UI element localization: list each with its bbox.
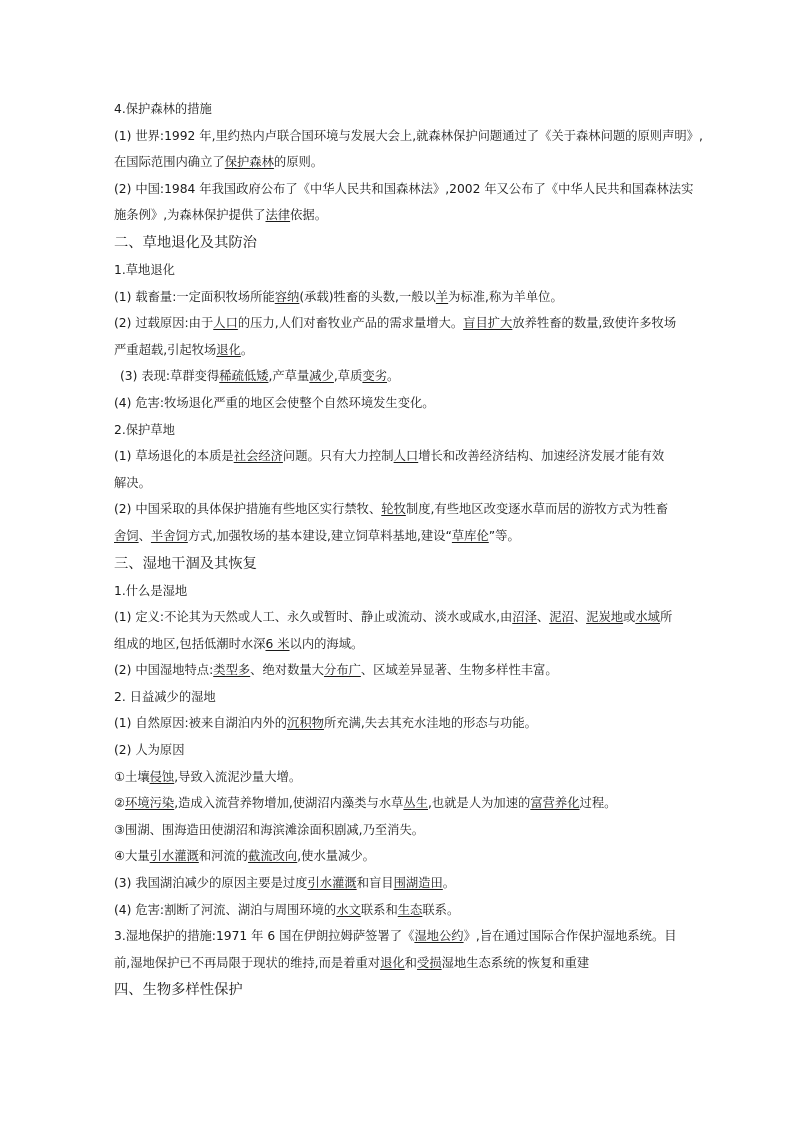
- text-run: 和河流的: [198, 849, 249, 864]
- underlined-keyword: 截流改向: [248, 849, 298, 864]
- text-run: 二、草地退化及其防治: [114, 234, 257, 251]
- text-run: 解决。: [114, 475, 151, 490]
- text-line: [114, 923, 684, 950]
- text-run: 1.草地退化: [114, 262, 175, 277]
- text-run: 施条例》,为森林保护提供了: [114, 208, 266, 223]
- text-line: [114, 631, 684, 658]
- text-line: [114, 363, 684, 390]
- text-line: [114, 202, 684, 229]
- underlined-keyword: 舍饲: [114, 528, 139, 543]
- underlined-keyword: 羊: [435, 289, 449, 304]
- text-run: 制度,有些地区改变逐水草而居的游牧方式为牲畜: [405, 502, 669, 517]
- text-run: 。: [240, 342, 254, 357]
- underlined-keyword: 稀疏低矮: [219, 369, 269, 384]
- text-run: 四、生物多样性保护: [114, 982, 243, 999]
- underlined-keyword: 引水灌溉: [307, 876, 357, 891]
- text-run: (4) 危害:牧场退化严重的地区会使整个自然环境发生变化。: [114, 395, 435, 410]
- text-line: [114, 149, 684, 176]
- text-run: 湿地生态系统的恢复和重建: [441, 955, 590, 970]
- text-run: (2) 中国湿地特点:: [114, 663, 214, 678]
- text-line: [114, 710, 684, 737]
- text-line: [114, 176, 694, 203]
- text-run: 所: [659, 610, 673, 625]
- text-run: 、绝对数量大: [250, 663, 324, 678]
- text-line: [114, 310, 684, 337]
- section-heading: [114, 550, 684, 578]
- document-body: [114, 96, 703, 1004]
- underlined-keyword: 分布广: [323, 663, 361, 678]
- text-run: 严重超载,引起牧场: [114, 342, 217, 357]
- text-line: [114, 523, 684, 550]
- underlined-keyword: 围湖造田: [393, 876, 443, 891]
- underlined-keyword: 退化: [380, 955, 405, 970]
- underlined-keyword: 泥沼: [549, 610, 574, 625]
- text-run: ,草质: [333, 369, 363, 384]
- text-run: 联系和: [360, 902, 398, 917]
- text-run: ④大量: [114, 849, 150, 864]
- text-line: [114, 123, 703, 150]
- text-run: (1) 自然原因:被来自湖泊内外的: [114, 716, 288, 731]
- text-line: [114, 496, 684, 523]
- text-line: [114, 897, 684, 924]
- underlined-keyword: 变劣: [362, 369, 388, 384]
- text-run: (2) 过载原因:由于: [114, 316, 214, 331]
- text-run: 》,旨在通过国际合作保护湿地系统。目: [463, 929, 677, 944]
- text-run: 3.湿地保护的措施:1971 年 6 国在伊朗拉姆萨签署了《: [114, 929, 415, 944]
- text-run: 。: [387, 369, 400, 384]
- text-run: 或: [623, 610, 636, 625]
- text-run: 和盲目: [356, 876, 394, 891]
- underlined-keyword: 轮牧: [381, 502, 406, 517]
- text-run: ,导致入流泥沙量大增。: [174, 769, 302, 784]
- underlined-keyword: 引水灌溉: [149, 849, 199, 864]
- underlined-keyword: 法律: [265, 208, 291, 223]
- text-line: [114, 337, 684, 364]
- text-line: [114, 764, 684, 791]
- subsection-title: [114, 417, 684, 444]
- underlined-keyword: 草库伦: [451, 528, 489, 543]
- section-heading: [114, 229, 684, 257]
- text-run: (承载)牲畜的头数,一般以: [299, 289, 436, 304]
- text-run: 2.保护草地: [114, 422, 175, 437]
- text-line: [114, 737, 684, 764]
- text-run: 。: [442, 876, 456, 891]
- text-run: 依据。: [290, 208, 327, 223]
- text-run: (2) 中国:1984 年我国政府公布了《中华人民共和国森林法》,2002 年又公布了《中华人民共和国森林法实: [114, 181, 694, 196]
- text-run: (1) 定义:不论其为天然或人工、永久或暂时、静止或流动、淡水或咸水,由: [114, 610, 513, 625]
- text-run: 4.保护森林的措施: [114, 102, 212, 116]
- underlined-keyword: 丛生: [403, 796, 429, 811]
- text-line: [114, 950, 684, 977]
- underlined-keyword: 水文: [336, 902, 361, 917]
- text-line: [114, 657, 684, 684]
- text-run: ,使水量减少。: [297, 849, 375, 864]
- text-run: (2) 人为原因: [114, 743, 185, 758]
- text-run: 2. 日益减少的湿地: [114, 689, 216, 704]
- text-run: 联系。: [422, 902, 460, 917]
- text-run: 、: [536, 610, 550, 625]
- text-run: 1.什么是湿地: [114, 583, 188, 598]
- text-run: 的压力,人们对畜牧业产品的需求量增大。: [237, 316, 464, 331]
- text-run: 增长和改善经济结构、加速经济发展才能有效: [418, 449, 665, 464]
- text-run: 以内的海域。: [289, 636, 364, 651]
- text-line: [114, 790, 684, 817]
- underlined-keyword: 富营养化: [530, 796, 580, 811]
- text-run: ,造成入流营养物增加,使湖沼内藻类与水草: [174, 796, 404, 811]
- underlined-keyword: 受损: [416, 955, 442, 970]
- underlined-keyword: 水域: [635, 610, 660, 625]
- text-run: 方式,加强牧场的基本建设,建立饲草料基地,建设“: [187, 528, 452, 543]
- underlined-keyword: 人口: [213, 316, 238, 331]
- text-line: [114, 817, 684, 844]
- text-run: (1) 草场退化的本质是: [114, 449, 234, 464]
- underlined-keyword: 人口: [393, 449, 419, 464]
- text-run: 在国际范围内确立了: [114, 155, 225, 170]
- underlined-keyword: 减少: [309, 369, 334, 384]
- underlined-keyword: 盲目扩大: [463, 316, 513, 331]
- text-run: 前,湿地保护已不再局限于现状的维持,而是着重对: [114, 955, 381, 970]
- text-line: [114, 284, 684, 311]
- underlined-keyword: 湿地公约: [414, 929, 464, 944]
- text-line: [114, 390, 684, 417]
- underlined-keyword: 侵蚀: [149, 769, 175, 784]
- text-run: (4) 危害:割断了河流、湖泊与周围环境的: [114, 902, 337, 917]
- text-run: ②: [114, 796, 126, 811]
- text-line: [114, 470, 684, 497]
- text-run: (1) 世界:1992 年,里约热内卢联合国环境与发展大会上,就森林保护问题通过了《关于森林问题的原则声明》,: [114, 128, 703, 143]
- text-run: 、区域差异显著、生物多样性丰富。: [360, 663, 558, 678]
- text-line: [114, 443, 684, 470]
- underlined-keyword: 环境污染: [125, 796, 175, 811]
- subsection-title: [114, 578, 684, 605]
- text-run: 组成的地区,包括低潮时水深: [114, 636, 266, 651]
- text-run: (3) 表现:草群变得: [120, 369, 220, 384]
- text-run: 过程。: [579, 796, 617, 811]
- text-run: 的原则。: [273, 155, 324, 170]
- text-run: 问题。只有大力控制: [282, 449, 394, 464]
- text-run: 所充满,失去其充水洼地的形态与功能。: [323, 716, 537, 731]
- text-run: (2) 中国采取的具体保护措施有些地区实行禁牧、: [114, 502, 382, 517]
- underlined-keyword: 容纳: [274, 289, 300, 304]
- text-run: (3) 我国湖泊减少的原因主要是过度: [114, 876, 308, 891]
- text-run: 三、湿地干涸及其恢复: [114, 555, 257, 572]
- text-run: ”等。: [488, 528, 520, 543]
- subsection-title: [114, 96, 684, 123]
- subsection-title: [114, 684, 684, 711]
- text-run: 和: [404, 955, 417, 970]
- underlined-keyword: 半舍饲: [150, 528, 188, 543]
- section-heading: [114, 976, 684, 1004]
- text-run: ①土壤: [114, 769, 150, 784]
- underlined-keyword: 泥炭地: [586, 610, 624, 625]
- underlined-keyword: 保护森林: [224, 155, 274, 170]
- underlined-keyword: 沼泽: [512, 610, 537, 625]
- text-line: [114, 843, 684, 870]
- text-run: ,产草量: [268, 369, 310, 384]
- text-run: 、: [573, 610, 587, 625]
- underlined-keyword: 社会经济: [233, 449, 283, 464]
- text-line: [114, 870, 684, 897]
- text-run: 放养牲畜的数量,致使许多牧场: [512, 316, 677, 331]
- subsection-title: [114, 257, 684, 284]
- text-run: 为标准,称为羊单位。: [448, 289, 563, 304]
- underlined-keyword: 退化: [216, 342, 241, 357]
- text-run: ,也就是人为加速的: [428, 796, 531, 811]
- underlined-keyword: 类型多: [213, 663, 251, 678]
- text-run: 、: [138, 528, 151, 543]
- text-run: (1) 载畜量:一定面积牧场所能: [114, 289, 275, 304]
- underlined-keyword: 沉积物: [287, 716, 324, 731]
- text-line: [114, 604, 684, 631]
- underlined-keyword: 6 米: [265, 636, 290, 651]
- underlined-keyword: 生态: [397, 902, 423, 917]
- text-run: ③围湖、围海造田使湖沼和海滨滩涂面积剧减,乃至消失。: [114, 822, 425, 837]
